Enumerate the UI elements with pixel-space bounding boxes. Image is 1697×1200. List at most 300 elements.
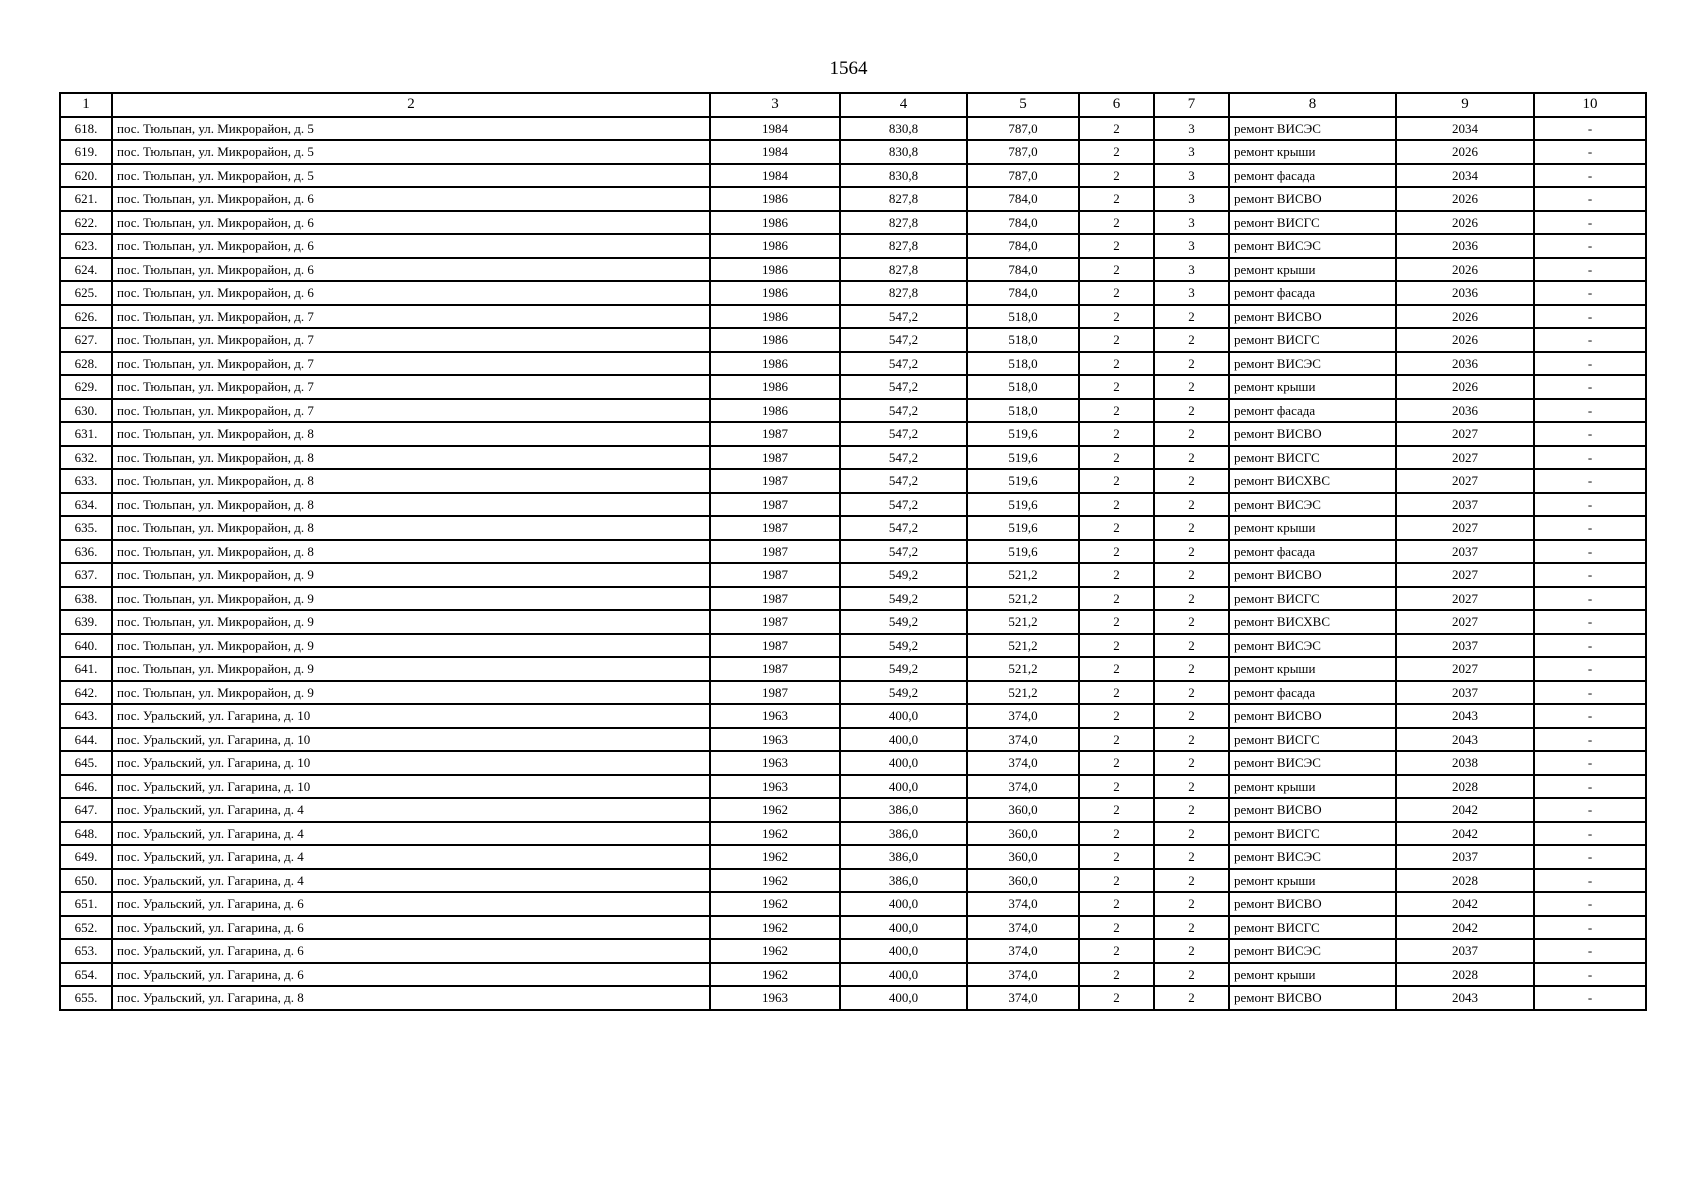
- table-row: [60, 892, 1646, 916]
- cell-row-number: 627.: [60, 328, 112, 352]
- cell-entrances: 3: [1154, 258, 1229, 282]
- cell-note: -: [1534, 493, 1646, 517]
- cell-planned-year: 2026: [1396, 328, 1534, 352]
- cell-note: -: [1534, 117, 1646, 141]
- cell-total-area: 400,0: [840, 916, 967, 940]
- cell-work-type: ремонт фасада: [1229, 164, 1396, 188]
- cell-note: -: [1534, 704, 1646, 728]
- cell-year-built: 1963: [710, 775, 840, 799]
- table-row: [60, 140, 1646, 164]
- cell-year-built: 1986: [710, 258, 840, 282]
- cell-living-area: 360,0: [967, 845, 1079, 869]
- cell-entrances: 2: [1154, 798, 1229, 822]
- cell-total-area: 827,8: [840, 281, 967, 305]
- cell-address: пос. Тюльпан, ул. Микрорайон, д. 8: [112, 493, 710, 517]
- cell-note: -: [1534, 587, 1646, 611]
- cell-floors: 2: [1079, 681, 1154, 705]
- cell-row-number: 624.: [60, 258, 112, 282]
- cell-row-number: 649.: [60, 845, 112, 869]
- cell-total-area: 547,2: [840, 469, 967, 493]
- cell-living-area: 374,0: [967, 963, 1079, 987]
- cell-work-type: ремонт крыши: [1229, 375, 1396, 399]
- cell-planned-year: 2036: [1396, 399, 1534, 423]
- cell-address: пос. Тюльпан, ул. Микрорайон, д. 7: [112, 399, 710, 423]
- cell-address: пос. Тюльпан, ул. Микрорайон, д. 8: [112, 516, 710, 540]
- cell-floors: 2: [1079, 258, 1154, 282]
- cell-living-area: 374,0: [967, 939, 1079, 963]
- cell-planned-year: 2042: [1396, 916, 1534, 940]
- cell-total-area: 827,8: [840, 187, 967, 211]
- cell-note: -: [1534, 328, 1646, 352]
- cell-floors: 2: [1079, 986, 1154, 1010]
- cell-entrances: 2: [1154, 657, 1229, 681]
- cell-year-built: 1962: [710, 798, 840, 822]
- cell-work-type: ремонт крыши: [1229, 775, 1396, 799]
- cell-living-area: 521,2: [967, 610, 1079, 634]
- cell-note: -: [1534, 681, 1646, 705]
- cell-planned-year: 2027: [1396, 587, 1534, 611]
- cell-year-built: 1986: [710, 328, 840, 352]
- cell-planned-year: 2026: [1396, 140, 1534, 164]
- cell-year-built: 1987: [710, 681, 840, 705]
- cell-year-built: 1987: [710, 563, 840, 587]
- cell-year-built: 1984: [710, 117, 840, 141]
- cell-entrances: 3: [1154, 234, 1229, 258]
- cell-total-area: 827,8: [840, 234, 967, 258]
- cell-total-area: 827,8: [840, 211, 967, 235]
- cell-work-type: ремонт ВИСЭС: [1229, 493, 1396, 517]
- cell-floors: 2: [1079, 916, 1154, 940]
- cell-year-built: 1984: [710, 140, 840, 164]
- cell-row-number: 635.: [60, 516, 112, 540]
- cell-living-area: 519,6: [967, 493, 1079, 517]
- cell-year-built: 1986: [710, 187, 840, 211]
- cell-total-area: 549,2: [840, 587, 967, 611]
- table-row: [60, 281, 1646, 305]
- cell-work-type: ремонт ВИСВО: [1229, 563, 1396, 587]
- cell-floors: 2: [1079, 563, 1154, 587]
- cell-planned-year: 2036: [1396, 281, 1534, 305]
- cell-total-area: 549,2: [840, 634, 967, 658]
- cell-floors: 2: [1079, 516, 1154, 540]
- cell-work-type: ремонт ВИСГС: [1229, 587, 1396, 611]
- cell-floors: 2: [1079, 963, 1154, 987]
- cell-address: пос. Тюльпан, ул. Микрорайон, д. 8: [112, 540, 710, 564]
- cell-floors: 2: [1079, 704, 1154, 728]
- cell-living-area: 787,0: [967, 164, 1079, 188]
- cell-address: пос. Уральский, ул. Гагарина, д. 6: [112, 939, 710, 963]
- cell-year-built: 1987: [710, 587, 840, 611]
- cell-floors: 2: [1079, 728, 1154, 752]
- cell-entrances: 3: [1154, 281, 1229, 305]
- cell-note: -: [1534, 775, 1646, 799]
- cell-total-area: 547,2: [840, 446, 967, 470]
- cell-work-type: ремонт ВИСВО: [1229, 305, 1396, 329]
- cell-entrances: 3: [1154, 164, 1229, 188]
- cell-address: пос. Тюльпан, ул. Микрорайон, д. 7: [112, 328, 710, 352]
- cell-work-type: ремонт ВИСВО: [1229, 422, 1396, 446]
- cell-work-type: ремонт ВИСЭС: [1229, 845, 1396, 869]
- cell-address: пос. Уральский, ул. Гагарина, д. 4: [112, 869, 710, 893]
- cell-row-number: 636.: [60, 540, 112, 564]
- table-row: [60, 516, 1646, 540]
- cell-row-number: 648.: [60, 822, 112, 846]
- cell-note: -: [1534, 845, 1646, 869]
- cell-total-area: 400,0: [840, 939, 967, 963]
- cell-entrances: 2: [1154, 986, 1229, 1010]
- cell-living-area: 374,0: [967, 751, 1079, 775]
- cell-year-built: 1987: [710, 493, 840, 517]
- column-header: 6: [1079, 93, 1154, 117]
- cell-note: -: [1534, 352, 1646, 376]
- table-row: [60, 916, 1646, 940]
- cell-living-area: 519,6: [967, 422, 1079, 446]
- table-row: [60, 352, 1646, 376]
- column-header: 9: [1396, 93, 1534, 117]
- cell-address: пос. Тюльпан, ул. Микрорайон, д. 7: [112, 375, 710, 399]
- cell-living-area: 374,0: [967, 986, 1079, 1010]
- cell-planned-year: 2026: [1396, 305, 1534, 329]
- cell-entrances: 3: [1154, 211, 1229, 235]
- cell-address: пос. Тюльпан, ул. Микрорайон, д. 9: [112, 681, 710, 705]
- cell-year-built: 1962: [710, 869, 840, 893]
- cell-year-built: 1987: [710, 446, 840, 470]
- cell-entrances: 2: [1154, 963, 1229, 987]
- cell-floors: 2: [1079, 657, 1154, 681]
- cell-year-built: 1986: [710, 399, 840, 423]
- cell-row-number: 638.: [60, 587, 112, 611]
- cell-living-area: 360,0: [967, 798, 1079, 822]
- cell-note: -: [1534, 634, 1646, 658]
- table-row: [60, 540, 1646, 564]
- cell-planned-year: 2028: [1396, 963, 1534, 987]
- cell-year-built: 1962: [710, 892, 840, 916]
- cell-row-number: 643.: [60, 704, 112, 728]
- cell-living-area: 521,2: [967, 634, 1079, 658]
- cell-entrances: 2: [1154, 587, 1229, 611]
- cell-entrances: 2: [1154, 610, 1229, 634]
- cell-floors: 2: [1079, 634, 1154, 658]
- cell-year-built: 1986: [710, 234, 840, 258]
- cell-planned-year: 2042: [1396, 822, 1534, 846]
- cell-note: -: [1534, 187, 1646, 211]
- cell-work-type: ремонт ВИСВО: [1229, 798, 1396, 822]
- cell-planned-year: 2027: [1396, 446, 1534, 470]
- cell-address: пос. Тюльпан, ул. Микрорайон, д. 6: [112, 187, 710, 211]
- cell-entrances: 3: [1154, 117, 1229, 141]
- cell-living-area: 521,2: [967, 681, 1079, 705]
- table-row: [60, 305, 1646, 329]
- cell-work-type: ремонт ВИСЭС: [1229, 352, 1396, 376]
- cell-total-area: 386,0: [840, 869, 967, 893]
- cell-living-area: 521,2: [967, 563, 1079, 587]
- column-header: 8: [1229, 93, 1396, 117]
- cell-work-type: ремонт крыши: [1229, 657, 1396, 681]
- cell-address: пос. Тюльпан, ул. Микрорайон, д. 9: [112, 563, 710, 587]
- table-row: [60, 117, 1646, 141]
- cell-entrances: 2: [1154, 328, 1229, 352]
- column-header: 2: [112, 93, 710, 117]
- cell-entrances: 2: [1154, 399, 1229, 423]
- table-body: [60, 117, 1646, 1010]
- cell-floors: 2: [1079, 822, 1154, 846]
- cell-work-type: ремонт крыши: [1229, 140, 1396, 164]
- cell-address: пос. Тюльпан, ул. Микрорайон, д. 8: [112, 446, 710, 470]
- cell-living-area: 784,0: [967, 187, 1079, 211]
- cell-planned-year: 2043: [1396, 704, 1534, 728]
- cell-work-type: ремонт ВИСГС: [1229, 328, 1396, 352]
- column-header: 7: [1154, 93, 1229, 117]
- cell-living-area: 787,0: [967, 117, 1079, 141]
- cell-entrances: 3: [1154, 187, 1229, 211]
- cell-row-number: 640.: [60, 634, 112, 658]
- cell-floors: 2: [1079, 140, 1154, 164]
- cell-address: пос. Уральский, ул. Гагарина, д. 10: [112, 704, 710, 728]
- cell-work-type: ремонт ВИСГС: [1229, 728, 1396, 752]
- cell-total-area: 547,2: [840, 352, 967, 376]
- cell-year-built: 1963: [710, 704, 840, 728]
- cell-work-type: ремонт ВИСВО: [1229, 187, 1396, 211]
- cell-entrances: 2: [1154, 352, 1229, 376]
- cell-entrances: 2: [1154, 469, 1229, 493]
- cell-work-type: ремонт фасада: [1229, 681, 1396, 705]
- cell-living-area: 360,0: [967, 869, 1079, 893]
- cell-row-number: 620.: [60, 164, 112, 188]
- cell-living-area: 519,6: [967, 516, 1079, 540]
- cell-address: пос. Уральский, ул. Гагарина, д. 6: [112, 916, 710, 940]
- cell-entrances: 2: [1154, 375, 1229, 399]
- cell-note: -: [1534, 140, 1646, 164]
- cell-row-number: 650.: [60, 869, 112, 893]
- cell-total-area: 547,2: [840, 540, 967, 564]
- cell-year-built: 1987: [710, 657, 840, 681]
- cell-row-number: 623.: [60, 234, 112, 258]
- cell-entrances: 3: [1154, 140, 1229, 164]
- cell-floors: 2: [1079, 869, 1154, 893]
- cell-year-built: 1963: [710, 728, 840, 752]
- cell-year-built: 1963: [710, 986, 840, 1010]
- cell-note: -: [1534, 610, 1646, 634]
- cell-row-number: 628.: [60, 352, 112, 376]
- cell-total-area: 386,0: [840, 798, 967, 822]
- table-row: [60, 610, 1646, 634]
- cell-work-type: ремонт ВИСЭС: [1229, 117, 1396, 141]
- cell-total-area: 547,2: [840, 375, 967, 399]
- cell-floors: 2: [1079, 281, 1154, 305]
- cell-floors: 2: [1079, 845, 1154, 869]
- cell-year-built: 1962: [710, 963, 840, 987]
- cell-floors: 2: [1079, 751, 1154, 775]
- cell-floors: 2: [1079, 117, 1154, 141]
- table-row: [60, 164, 1646, 188]
- cell-total-area: 549,2: [840, 681, 967, 705]
- cell-row-number: 619.: [60, 140, 112, 164]
- cell-note: -: [1534, 869, 1646, 893]
- cell-planned-year: 2037: [1396, 493, 1534, 517]
- cell-floors: 2: [1079, 164, 1154, 188]
- cell-work-type: ремонт ВИСГС: [1229, 822, 1396, 846]
- cell-work-type: ремонт крыши: [1229, 869, 1396, 893]
- cell-total-area: 830,8: [840, 140, 967, 164]
- cell-work-type: ремонт ВИСГС: [1229, 916, 1396, 940]
- cell-living-area: 518,0: [967, 352, 1079, 376]
- table-row: [60, 728, 1646, 752]
- cell-work-type: ремонт ВИСХВС: [1229, 469, 1396, 493]
- cell-planned-year: 2037: [1396, 681, 1534, 705]
- cell-note: -: [1534, 939, 1646, 963]
- cell-address: пос. Уральский, ул. Гагарина, д. 6: [112, 963, 710, 987]
- cell-planned-year: 2042: [1396, 798, 1534, 822]
- table-row: [60, 258, 1646, 282]
- cell-living-area: 518,0: [967, 399, 1079, 423]
- cell-planned-year: 2027: [1396, 610, 1534, 634]
- cell-floors: 2: [1079, 775, 1154, 799]
- table-row: [60, 234, 1646, 258]
- cell-entrances: 2: [1154, 892, 1229, 916]
- table-row: [60, 869, 1646, 893]
- cell-year-built: 1986: [710, 305, 840, 329]
- cell-address: пос. Тюльпан, ул. Микрорайон, д. 6: [112, 258, 710, 282]
- cell-address: пос. Уральский, ул. Гагарина, д. 10: [112, 751, 710, 775]
- cell-living-area: 374,0: [967, 916, 1079, 940]
- cell-address: пос. Тюльпан, ул. Микрорайон, д. 5: [112, 164, 710, 188]
- cell-total-area: 400,0: [840, 986, 967, 1010]
- column-header: 4: [840, 93, 967, 117]
- cell-work-type: ремонт ВИСЭС: [1229, 634, 1396, 658]
- cell-planned-year: 2043: [1396, 728, 1534, 752]
- cell-note: -: [1534, 986, 1646, 1010]
- cell-address: пос. Уральский, ул. Гагарина, д. 10: [112, 775, 710, 799]
- cell-note: -: [1534, 822, 1646, 846]
- table-row: [60, 187, 1646, 211]
- cell-year-built: 1987: [710, 634, 840, 658]
- cell-work-type: ремонт ВИСЭС: [1229, 939, 1396, 963]
- cell-year-built: 1987: [710, 540, 840, 564]
- cell-row-number: 637.: [60, 563, 112, 587]
- cell-total-area: 827,8: [840, 258, 967, 282]
- cell-floors: 2: [1079, 211, 1154, 235]
- cell-row-number: 644.: [60, 728, 112, 752]
- cell-note: -: [1534, 305, 1646, 329]
- cell-entrances: 2: [1154, 822, 1229, 846]
- cell-living-area: 374,0: [967, 704, 1079, 728]
- cell-note: -: [1534, 963, 1646, 987]
- cell-work-type: ремонт фасада: [1229, 281, 1396, 305]
- table-row: [60, 704, 1646, 728]
- cell-row-number: 618.: [60, 117, 112, 141]
- cell-note: -: [1534, 375, 1646, 399]
- table-row: [60, 422, 1646, 446]
- cell-living-area: 519,6: [967, 446, 1079, 470]
- page-number: 1564: [829, 58, 868, 79]
- cell-year-built: 1984: [710, 164, 840, 188]
- cell-total-area: 547,2: [840, 422, 967, 446]
- table-row: [60, 469, 1646, 493]
- cell-address: пос. Уральский, ул. Гагарина, д. 4: [112, 822, 710, 846]
- cell-total-area: 547,2: [840, 516, 967, 540]
- table-row: [60, 375, 1646, 399]
- cell-year-built: 1987: [710, 422, 840, 446]
- cell-entrances: 2: [1154, 681, 1229, 705]
- cell-entrances: 2: [1154, 775, 1229, 799]
- cell-row-number: 631.: [60, 422, 112, 446]
- cell-address: пос. Тюльпан, ул. Микрорайон, д. 6: [112, 234, 710, 258]
- cell-year-built: 1986: [710, 211, 840, 235]
- cell-address: пос. Уральский, ул. Гагарина, д. 10: [112, 728, 710, 752]
- cell-address: пос. Тюльпан, ул. Микрорайон, д. 8: [112, 422, 710, 446]
- cell-total-area: 386,0: [840, 845, 967, 869]
- cell-work-type: ремонт ВИСЭС: [1229, 234, 1396, 258]
- cell-row-number: 652.: [60, 916, 112, 940]
- cell-entrances: 2: [1154, 563, 1229, 587]
- cell-row-number: 621.: [60, 187, 112, 211]
- cell-row-number: 634.: [60, 493, 112, 517]
- cell-year-built: 1986: [710, 352, 840, 376]
- cell-entrances: 2: [1154, 305, 1229, 329]
- cell-total-area: 547,2: [840, 493, 967, 517]
- table-row: [60, 798, 1646, 822]
- cell-living-area: 360,0: [967, 822, 1079, 846]
- cell-work-type: ремонт крыши: [1229, 963, 1396, 987]
- cell-planned-year: 2037: [1396, 939, 1534, 963]
- cell-living-area: 519,6: [967, 540, 1079, 564]
- cell-floors: 2: [1079, 352, 1154, 376]
- cell-row-number: 629.: [60, 375, 112, 399]
- cell-floors: 2: [1079, 422, 1154, 446]
- cell-address: пос. Уральский, ул. Гагарина, д. 6: [112, 892, 710, 916]
- cell-address: пос. Тюльпан, ул. Микрорайон, д. 8: [112, 469, 710, 493]
- cell-address: пос. Уральский, ул. Гагарина, д. 4: [112, 845, 710, 869]
- cell-living-area: 374,0: [967, 728, 1079, 752]
- table-row: [60, 587, 1646, 611]
- cell-living-area: 518,0: [967, 375, 1079, 399]
- cell-address: пос. Тюльпан, ул. Микрорайон, д. 9: [112, 587, 710, 611]
- cell-living-area: 787,0: [967, 140, 1079, 164]
- data-table: [59, 92, 1647, 1011]
- cell-note: -: [1534, 446, 1646, 470]
- cell-planned-year: 2027: [1396, 422, 1534, 446]
- header-row: [60, 93, 1646, 117]
- cell-planned-year: 2034: [1396, 164, 1534, 188]
- cell-row-number: 651.: [60, 892, 112, 916]
- column-header: 10: [1534, 93, 1646, 117]
- cell-work-type: ремонт ВИСВО: [1229, 986, 1396, 1010]
- cell-living-area: 784,0: [967, 234, 1079, 258]
- table-row: [60, 657, 1646, 681]
- cell-entrances: 2: [1154, 493, 1229, 517]
- cell-planned-year: 2026: [1396, 258, 1534, 282]
- cell-year-built: 1987: [710, 469, 840, 493]
- cell-entrances: 2: [1154, 540, 1229, 564]
- cell-planned-year: 2028: [1396, 869, 1534, 893]
- cell-note: -: [1534, 751, 1646, 775]
- cell-living-area: 518,0: [967, 305, 1079, 329]
- cell-entrances: 2: [1154, 516, 1229, 540]
- cell-row-number: 633.: [60, 469, 112, 493]
- cell-year-built: 1962: [710, 916, 840, 940]
- cell-entrances: 2: [1154, 916, 1229, 940]
- cell-floors: 2: [1079, 610, 1154, 634]
- cell-row-number: 641.: [60, 657, 112, 681]
- cell-work-type: ремонт фасада: [1229, 540, 1396, 564]
- cell-total-area: 549,2: [840, 657, 967, 681]
- cell-planned-year: 2026: [1396, 211, 1534, 235]
- table-row: [60, 493, 1646, 517]
- cell-row-number: 622.: [60, 211, 112, 235]
- cell-year-built: 1986: [710, 375, 840, 399]
- cell-total-area: 400,0: [840, 963, 967, 987]
- cell-total-area: 400,0: [840, 775, 967, 799]
